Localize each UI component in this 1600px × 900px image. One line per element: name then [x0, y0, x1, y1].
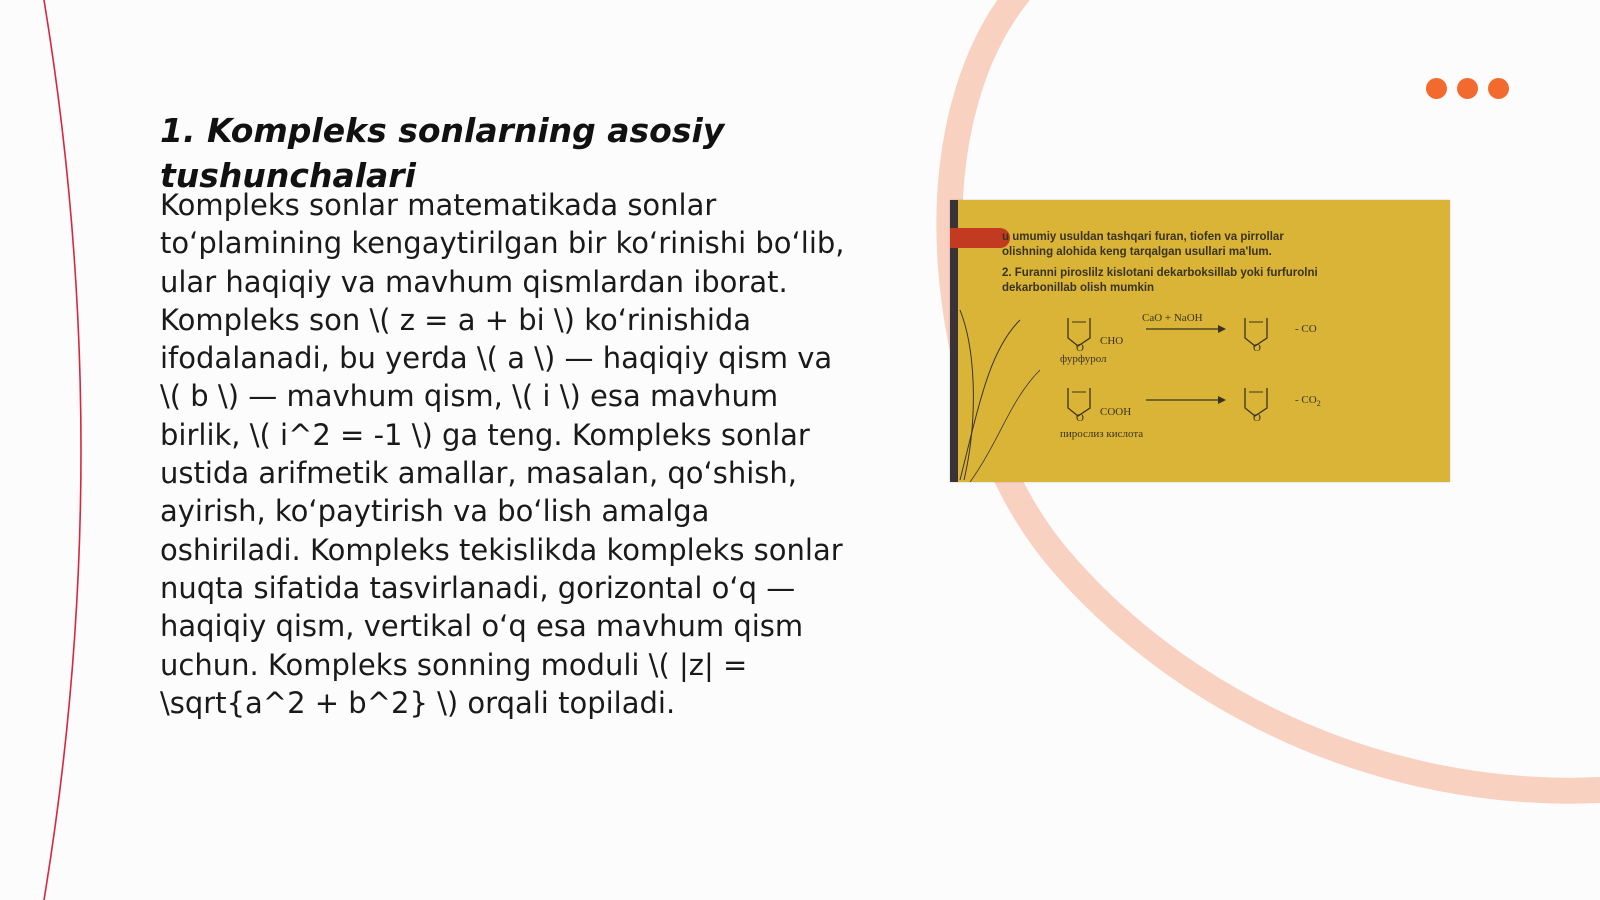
- figure-line-2: olishning alohida keng tarqalgan usullari ma'lum.: [1002, 246, 1272, 258]
- pyromucic-acid-name: пирослиз кислота: [1060, 428, 1144, 440]
- slide-body-text: Kompleks sonlar matematikada sonlar to‘plamining kengaytirilgan bir ko‘rinishi bo‘lib, ular haqiqiy va mavhum qismlardan iborat. Kompleks son \( z = a + bi \) ko‘rinishida ifodalanadi, bu yerda \( a \) — haqiqiy qism va \( b \) — mavhum qism, \( i \) esa mavhum birlik, \( i^2 = -1 \) ga teng. Kompleks sonlar ustida arifmetik amallar, masalan, qo‘shish, ayirish, ko‘paytirish va bo‘lish amalga oshiriladi. Kompleks tekislikda kompleks sonlar nuqta sifatida tasvirlanadi, gorizontal o‘q — haqiqiy qism, vertikal o‘q esa mavhum qism uchun. Kompleks sonning moduli \( |z| = \sqrt{a^2 + b^2} \) orqali topiladi.: [160, 188, 845, 720]
- dot-icon: [1426, 78, 1447, 99]
- ring-oxygen-label: O: [1076, 342, 1084, 354]
- ring-oxygen-label-4: O: [1253, 412, 1261, 424]
- chemistry-figure: [950, 200, 1450, 482]
- ring-oxygen-label-2: O: [1253, 342, 1261, 354]
- furfural-name: фурфурол: [1060, 353, 1107, 365]
- product-co-label: - CO: [1295, 323, 1317, 335]
- figure-line-1: u umumiy usuldan tashqari furan, tiofen va pirrollar: [1002, 231, 1284, 243]
- menu-dots: [1426, 78, 1509, 99]
- reagent-label: CaO + NaOH: [1142, 312, 1203, 324]
- left-curve-line: [44, 0, 81, 900]
- aldehyde-group-label: CHO: [1100, 335, 1124, 347]
- ring-oxygen-label-3: O: [1076, 412, 1084, 424]
- figure-line-4: dekarbonillab olish mumkin: [1002, 282, 1155, 294]
- product-co2-label: - $CO_2$: [1295, 394, 1321, 409]
- figure-line-3: 2. Furanni piroslilz kislotani dekarboksillab yoki furfurolni: [1002, 267, 1318, 279]
- dot-icon: [1488, 78, 1509, 99]
- slide-title: 1. Kompleks sonlarning asosiy tushunchalari: [160, 111, 725, 195]
- carboxyl-group-label: COOH: [1100, 406, 1132, 418]
- dot-icon: [1457, 78, 1478, 99]
